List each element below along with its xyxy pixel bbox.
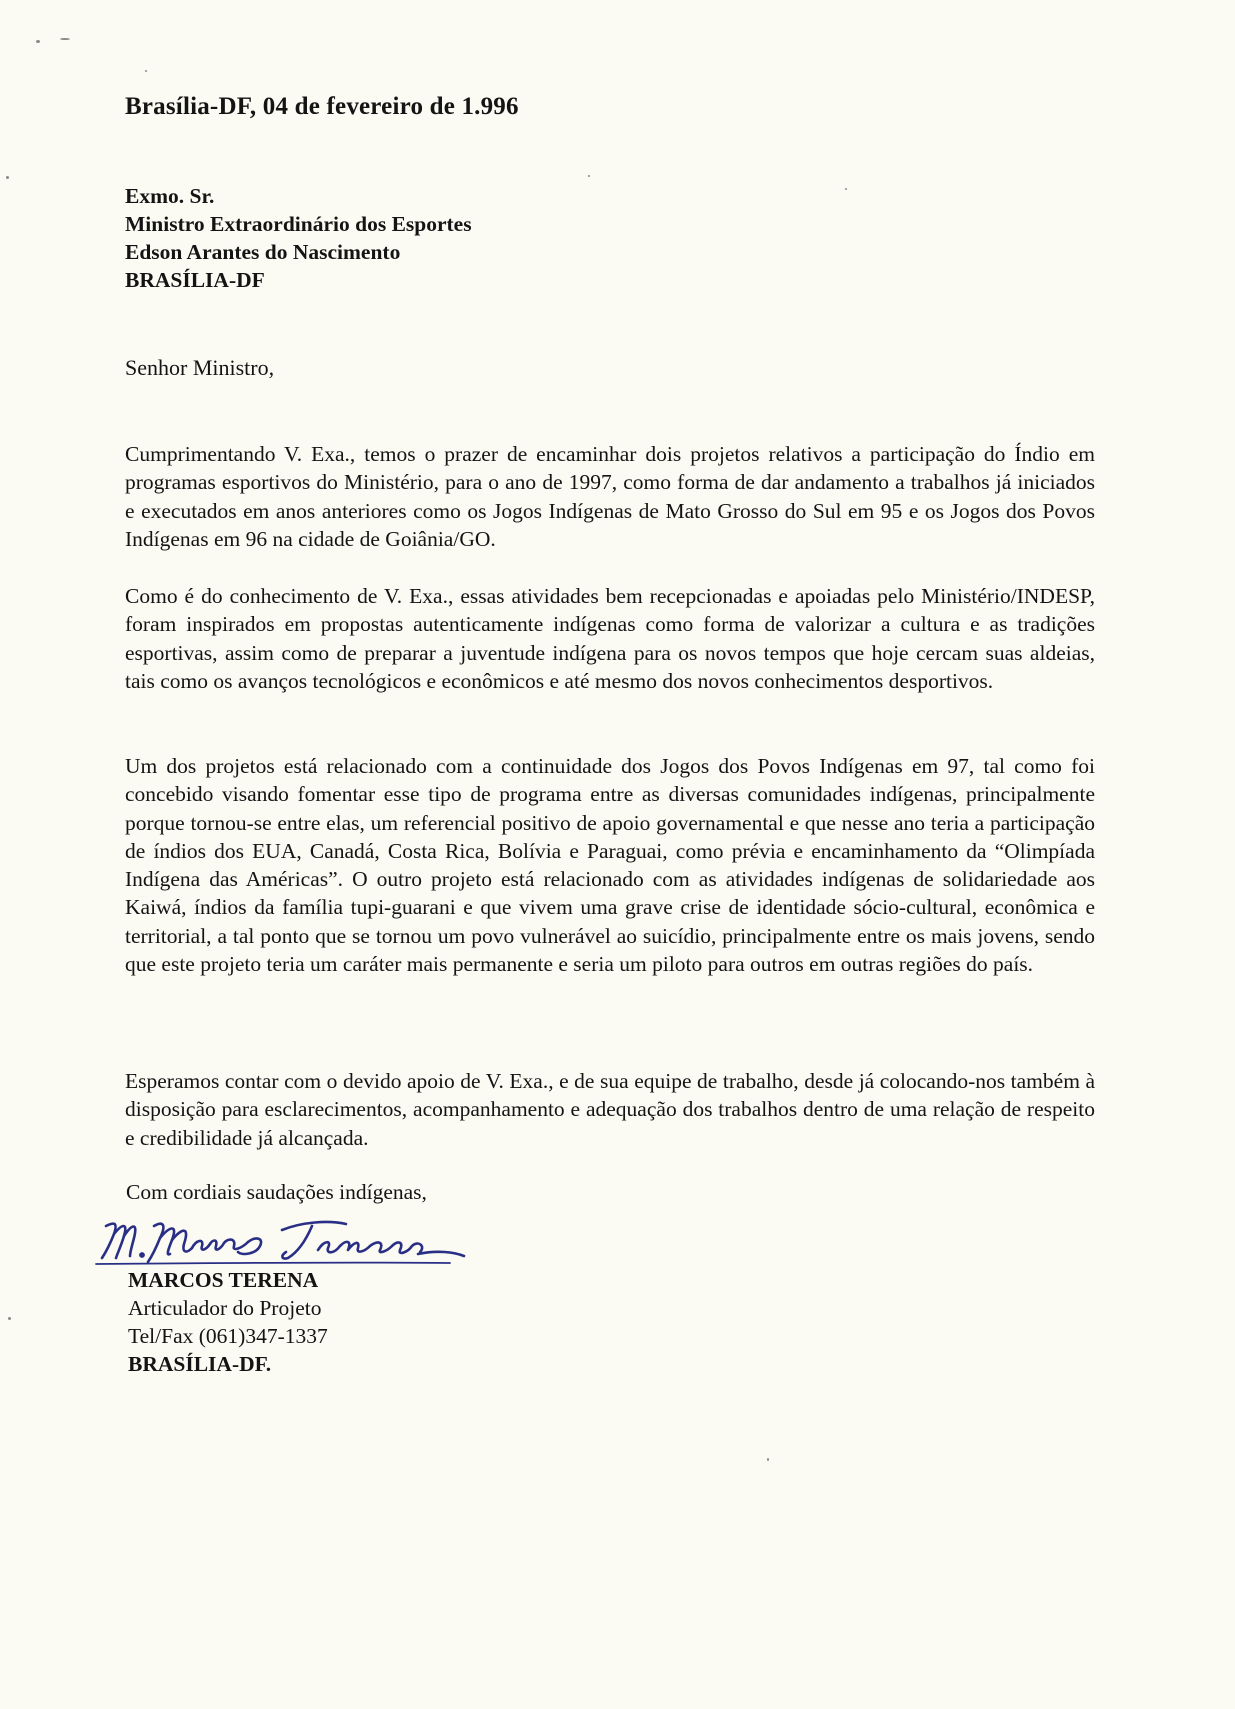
addressee-name: Edson Arantes do Nascimento <box>125 240 401 264</box>
scan-speck <box>60 38 70 40</box>
scan-speck <box>6 176 9 179</box>
scan-speck <box>767 1458 769 1461</box>
paragraph-4: Esperamos contar com o devido apoio de V. Exa., e de sua equipe de trabalho, desde já colocando-nos também à disposição para esclarecimentos, acompanhamento e adequação dos trabalhos dentro de uma relação de respeito e credibilidade já alcançada. <box>125 1069 1095 1150</box>
scan-speck <box>36 40 40 43</box>
handwritten-signature <box>92 1210 492 1270</box>
paragraph-1: Cumprimentando V. Exa., temos o prazer de encaminhar dois projetos relativos a participação do Índio em programas esportivos do Ministério, para o ano de 1997, como forma de dar andamento a trabalhos já iniciados e executados em anos anteriores como os Jogos Indígenas de Mato Grosso do Sul em 95 e os Jogos dos Povos Indígenas em 96 na cidade de Goiânia/GO. <box>125 442 1095 551</box>
closing-line: Com cordiais saudações indígenas, <box>126 1180 427 1204</box>
addressee-title: Exmo. Sr. <box>125 184 215 208</box>
scan-speck <box>588 175 590 177</box>
signer-role: Articulador do Projeto <box>128 1296 322 1320</box>
scan-speck <box>145 70 147 72</box>
scan-speck <box>845 188 847 190</box>
paragraph-3: Um dos projetos está relacionado com a continuidade dos Jogos dos Povos Indígenas em 97, tal como foi concebido visando fomentar esse tipo de programa entre as diversas comunidades indígenas, principalmente porque tornou-se entre elas, um referencial positivo de apoio governamental e que nesse ano teria a participação de índios dos EUA, Canadá, Costa Rica, Bolívia e Paraguai, como prévia e encaminhamento da “Olimpíada Indígena das Américas”. O outro projeto está relacionado com as atividades indígenas de solidariedade aos Kaiwá, índios da família tupi-guarani e que vivem uma grave crise de identidade sócio-cultural, econômica e territorial, a tal ponto que se tornou um povo vulnerável ao suicídio, principalmente entre os mais jovens, sendo que este projeto teria um caráter mais permanente e seria um piloto para outros em outras regiões do país. <box>125 754 1095 977</box>
addressee-office: Ministro Extraordinário dos Esportes <box>125 212 472 236</box>
salutation: Senhor Ministro, <box>125 355 275 380</box>
paragraph-2: Como é do conhecimento de V. Exa., essas atividades bem recepcionadas e apoiadas pelo Ministério/INDESP, foram inspirados em propostas autenticamente indígenas como forma de valorizar a cultura e as tradições esportivas, assim como de preparar a juventude indígena para os novos tempos que hoje cercam suas aldeias, tais como os avanços tecnológicos e econômicos e até mesmo dos novos conhecimentos desportivos. <box>125 584 1095 693</box>
signer-block <box>128 1266 328 1378</box>
signer-phone: Tel/Fax (061)347-1337 <box>128 1324 328 1348</box>
letter-date: Brasília-DF, 04 de fevereiro de 1.996 <box>125 93 519 120</box>
scan-speck <box>8 1317 11 1320</box>
signer-city: BRASÍLIA-DF. <box>128 1352 272 1376</box>
addressee-block <box>125 182 472 294</box>
addressee-city: BRASÍLIA-DF <box>125 268 265 292</box>
signer-name: MARCOS TERENA <box>128 1268 319 1292</box>
